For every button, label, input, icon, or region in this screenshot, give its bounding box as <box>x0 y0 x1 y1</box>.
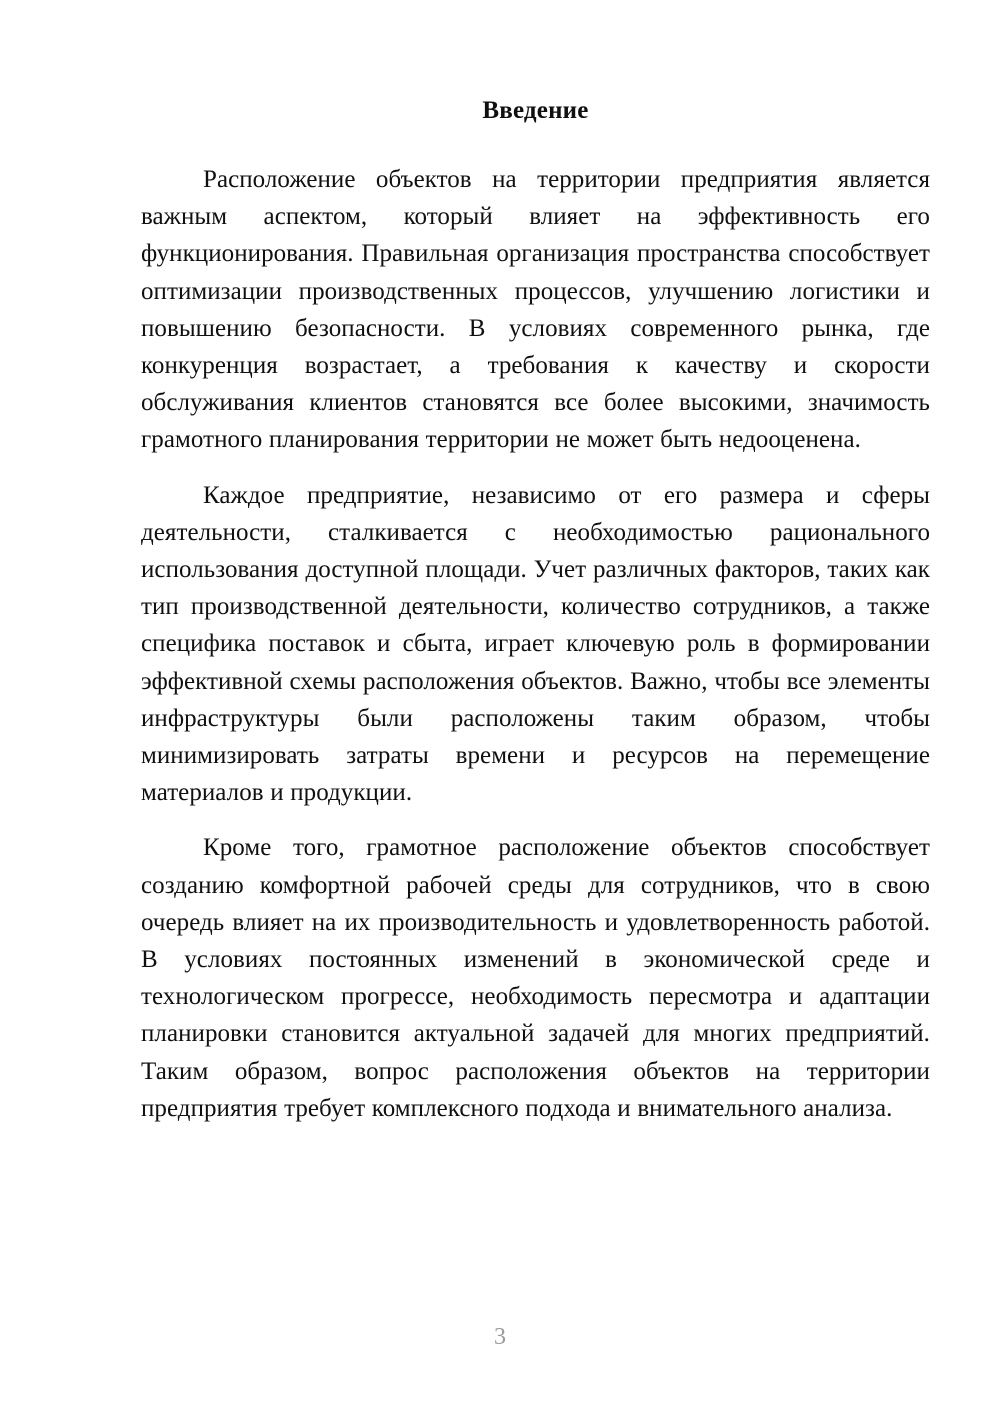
document-body <box>141 126 930 1127</box>
paragraph: Каждое предприятие, независимо от его размера и сферы деятельности, сталкивается с необходимостью рационального использования доступной площади. Учет различных факторов, таких как тип производственной деятельности, количество сотрудников, а также специфика поставок и сбыта, играет ключевую роль в формировании эффективной схемы расположения объектов. Важно, чтобы все элементы инфраструктуры были расположены таким образом, чтобы минимизировать затраты времени и ресурсов на перемещение материалов и продукции. <box>141 481 930 807</box>
page-title: Введение <box>482 97 589 124</box>
paragraph: Кроме того, грамотное расположение объектов способствует созданию комфортной рабочей среды для сотрудников, что в свою очередь влияет на их производительность и удовлетворенность работой. В условиях постоянных изменений в экономической среде и технологическом прогрессе, необходимость пересмотра и адаптации планировки становится актуальной задачей для многих предприятий. Таким образом, вопрос расположения объектов на территории предприятия требует комплексного подхода и внимательного анализа. <box>141 834 930 1122</box>
paragraph: Расположение объектов на территории предприятия является важным аспектом, который влияет на эффективность его функционирования. Правильная организация пространства способствует оптимизации производственных процессов, улучшению логистики и повышению безопасности. В условиях современного рынка, где конкуренция возрастает, а требования к качеству и скорости обслуживания клиентов становятся все более высокими, значимость грамотного планирования территории не может быть недооценена. <box>141 166 930 454</box>
page-number: 3 <box>494 1324 506 1350</box>
text-column <box>141 0 930 1127</box>
